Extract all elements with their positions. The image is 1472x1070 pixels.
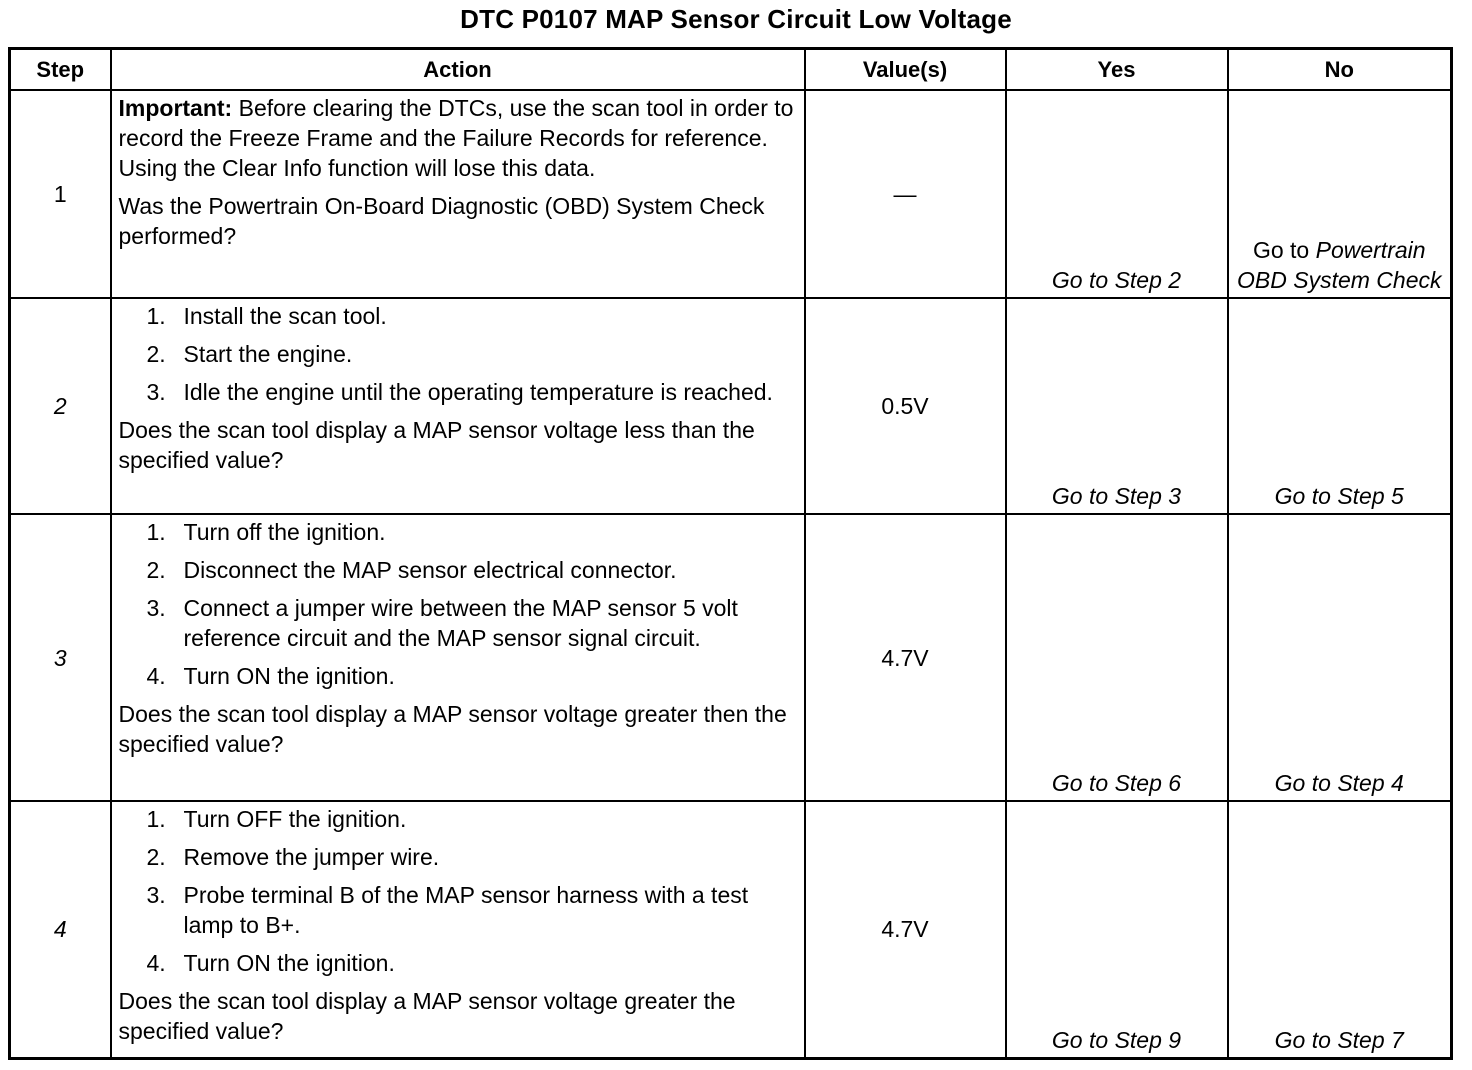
step-number: 2 xyxy=(10,298,111,514)
question-text: Does the scan tool display a MAP sensor voltage less than the specified value? xyxy=(118,417,755,473)
list-item xyxy=(119,593,796,653)
action-list xyxy=(119,301,796,407)
no-goto-link[interactable] xyxy=(1228,90,1452,298)
item-number: 1. xyxy=(146,519,166,545)
value-cell: 4.7V xyxy=(805,514,1006,801)
item-number: 2. xyxy=(146,844,166,870)
header-no: No xyxy=(1228,49,1452,91)
no-goto-target[interactable]: Powertrain OBD System Check xyxy=(1237,237,1442,293)
no-goto-prefix: Go to xyxy=(1252,237,1310,263)
header-values: Value(s) xyxy=(805,49,1006,91)
list-item xyxy=(119,880,796,940)
list-item xyxy=(119,948,796,978)
item-text: Start the engine. xyxy=(183,341,353,367)
list-item xyxy=(119,301,796,331)
item-number: 3. xyxy=(146,595,166,621)
item-text: Remove the jumper wire. xyxy=(183,844,440,870)
value-cell xyxy=(805,90,1006,298)
item-text: Probe terminal B of the MAP sensor harness with a test lamp to B+. xyxy=(183,882,749,938)
yes-goto-link[interactable]: Go to Step 6 xyxy=(1006,514,1228,801)
action-cell xyxy=(111,90,805,298)
list-item xyxy=(119,517,796,547)
item-text: Install the scan tool. xyxy=(183,303,387,329)
no-goto-link[interactable]: Go to Step 5 xyxy=(1228,298,1452,514)
list-item xyxy=(119,661,796,691)
item-number: 1. xyxy=(146,806,166,832)
list-item xyxy=(119,339,796,369)
item-number: 3. xyxy=(146,379,166,405)
list-item xyxy=(119,804,796,834)
no-goto-link[interactable]: Go to Step 7 xyxy=(1228,801,1452,1058)
important-note xyxy=(119,93,796,183)
item-text: Turn ON the ignition. xyxy=(183,663,395,689)
important-text: Before clearing the DTCs, use the scan tool in order to record the Freeze Frame and the Failure Records for reference. Using the Clear Info function will lose this data. xyxy=(118,95,794,181)
item-number: 3. xyxy=(146,882,166,908)
item-number: 1. xyxy=(146,303,166,329)
page-title: DTC P0107 MAP Sensor Circuit Low Voltage xyxy=(460,4,1012,34)
item-number: 2. xyxy=(146,557,166,583)
diagnostic-table xyxy=(8,47,1453,1060)
yes-goto-link[interactable]: Go to Step 2 xyxy=(1006,90,1228,298)
yes-goto-link[interactable]: Go to Step 9 xyxy=(1006,801,1228,1058)
action-cell xyxy=(111,514,805,801)
item-number: 2. xyxy=(146,341,166,367)
step-number: 3 xyxy=(10,514,111,801)
yes-goto-link[interactable]: Go to Step 3 xyxy=(1006,298,1228,514)
table-row-step-2 xyxy=(10,298,1452,514)
item-text: Disconnect the MAP sensor electrical connector. xyxy=(183,557,677,583)
item-number: 4. xyxy=(146,663,166,689)
question-text: Was the Powertrain On-Board Diagnostic (OBD) System Check performed? xyxy=(118,193,765,249)
table-row-step-1 xyxy=(10,90,1452,298)
value-text: — xyxy=(893,181,917,207)
action-list xyxy=(119,804,796,978)
step-number: 1 xyxy=(10,90,111,298)
item-text: Idle the engine until the operating temperature is reached. xyxy=(183,379,773,405)
value-cell: 0.5V xyxy=(805,298,1006,514)
item-text: Turn OFF the ignition. xyxy=(183,806,407,832)
item-text: Connect a jumper wire between the MAP sensor 5 volt reference circuit and the MAP sensor signal circuit. xyxy=(183,595,738,651)
header-action: Action xyxy=(111,49,805,91)
list-item xyxy=(119,377,796,407)
item-text: Turn off the ignition. xyxy=(183,519,386,545)
value-cell: 4.7V xyxy=(805,801,1006,1058)
table-row-step-3 xyxy=(10,514,1452,801)
action-list xyxy=(119,517,796,691)
header-yes: Yes xyxy=(1006,49,1228,91)
item-text: Turn ON the ignition. xyxy=(183,950,395,976)
important-label: Important: xyxy=(118,95,233,121)
item-number: 4. xyxy=(146,950,166,976)
question-text: Does the scan tool display a MAP sensor voltage greater then the specified value? xyxy=(118,701,787,757)
no-goto-link[interactable]: Go to Step 4 xyxy=(1228,514,1452,801)
header-step: Step xyxy=(10,49,111,91)
question-text: Does the scan tool display a MAP sensor voltage greater the specified value? xyxy=(118,988,736,1044)
table-row-step-4 xyxy=(10,801,1452,1058)
step-number: 4 xyxy=(10,801,111,1058)
list-item xyxy=(119,842,796,872)
header-row xyxy=(10,49,1452,91)
action-cell xyxy=(111,801,805,1058)
list-item xyxy=(119,555,796,585)
action-cell xyxy=(111,298,805,514)
